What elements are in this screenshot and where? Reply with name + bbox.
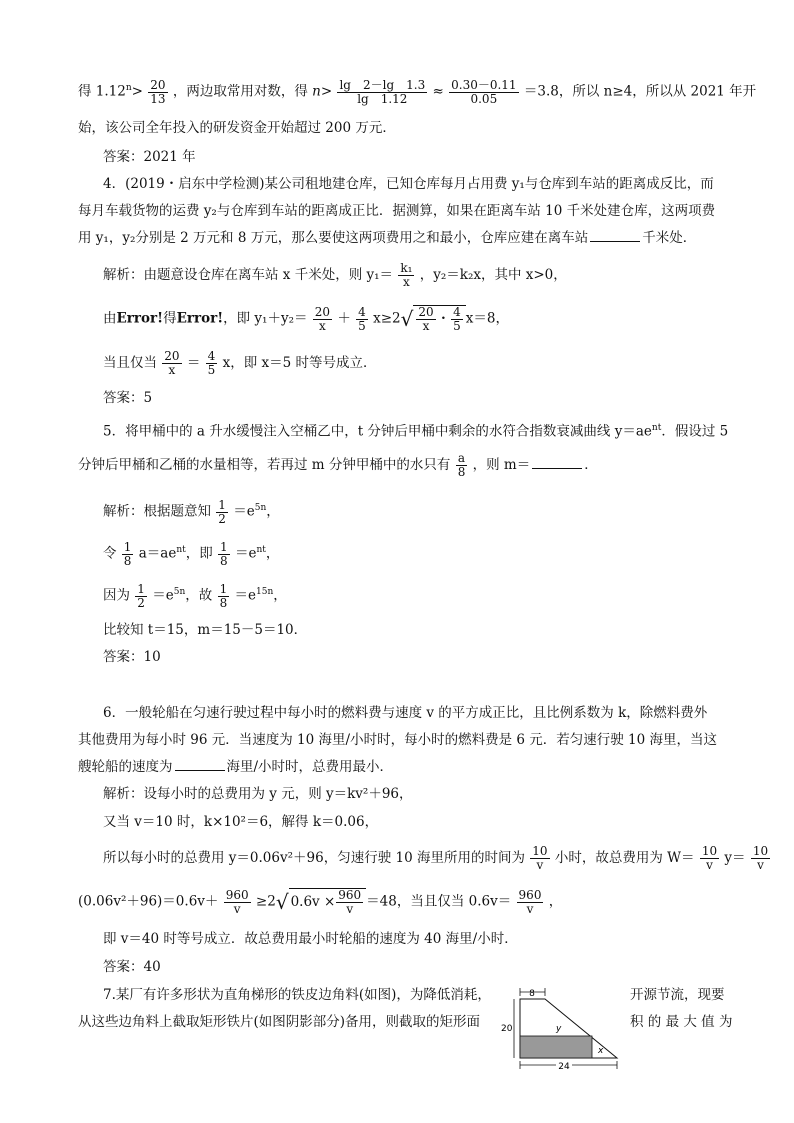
fraction: $\frac{4}{5}$	[453, 305, 461, 333]
q5-solution-4: 比较知 t＝15，m＝15－5＝10．	[103, 622, 308, 638]
answer-blank	[590, 229, 640, 242]
fraction: $\frac{0.30-0.11}{0.05}$	[451, 77, 517, 106]
answer: 答案：40	[103, 959, 161, 975]
fraction: $\frac{1}{8}$	[219, 581, 228, 610]
fraction: $\frac{960}{v}$	[225, 887, 249, 916]
answer: 答案：10	[103, 649, 161, 665]
fraction: $\frac{20}{x}$	[164, 349, 180, 377]
q6-solution-4: (0.06v²＋96)＝0.6v＋ $\frac{960}{v}$ ≥2√ 0.6v × $\frac{960}{v}$ ＝48，当且仅当 0.6v＝ $\frac{960}{v}$ ，	[78, 887, 563, 916]
q7-line-1b: 开源节流，现要	[630, 987, 725, 1003]
fraction: $\frac{10}{v}$	[532, 844, 548, 872]
sqrt-content: $\frac{20}{x}$ ・ $\frac{4}{5}$	[413, 305, 465, 333]
p0-line-2: 始，该公司全年投入的研发资金开始超过 200 万元．	[78, 120, 396, 136]
fraction: $\frac{1}{2}$	[137, 581, 145, 610]
answer: 答案：2021 年	[103, 149, 196, 165]
fraction: $\frac{1}{8}$	[220, 539, 228, 568]
trapezoid-figure	[498, 985, 628, 1075]
q6-solution-5: 即 v＝40 时等号成立．故总费用最小时轮船的速度为 40 海里/小时．	[103, 931, 518, 947]
q6-solution-1: 解析：设每小时的总费用为 y 元，则 y＝kv²＋96，	[103, 786, 413, 802]
q4-solution-2: 由Error!得Error!，即 y₁＋y₂＝ $\frac{20}{x}$ ＋ $\frac{4}{5}$ x≥2√ $\frac{20}{x}$ ・ $\frac{4}{5}$ x＝8，	[103, 304, 509, 333]
q5-line-1: 5．将甲桶中的 a 升水缓慢注入空桶乙中，t 分钟后甲桶中剩余的水符合指数衰减曲线 $y=ae^{nt}$．假设过 5	[103, 423, 729, 440]
fraction: $\frac{20}{13}$	[150, 77, 166, 106]
fig-top-label: 8	[529, 989, 535, 999]
fraction: $\frac{960}{v}$	[338, 888, 362, 916]
q5-solution-3: 因为 $\frac{1}{2}$ $=e^{5n}$，故 $\frac{1}{8}$ $=e^{15n}$，	[103, 581, 287, 610]
fraction: $\frac{a}{8}$	[457, 451, 466, 479]
q4-solution-1: 解析：由题意设仓库在离车站 x 千米处，则 y₁＝ $\frac{\text{k₁}}{x}$ ，y₂＝k₂x，其中 x>0，	[103, 261, 567, 289]
fraction: $\frac{10}{v}$	[752, 844, 769, 872]
fraction: $\frac{1}{2}$	[218, 497, 226, 526]
q4-line-2: 每月车载货物的运费 y₂与仓库到车站的距离成正比．据测算，如果在距离车站 10 千米处建仓库，这两项费	[78, 203, 716, 219]
sqrt-content: 0.6v × $\frac{960}{v}$	[289, 888, 367, 916]
q7-line-2a: 从这些边角料上截取矩形铁片(如图阴影部分)备用，则截取的矩形面	[78, 1014, 481, 1030]
fig-bottom-label: 24	[558, 1062, 570, 1072]
sqrt-icon: √	[400, 307, 414, 331]
sqrt-icon: √	[275, 890, 289, 914]
q6-line-2: 其他费用为每小时 96 元．当速度为 10 海里/小时时，每小时的燃料费是 6 元．若匀速行驶 10 海里，当这	[78, 732, 718, 748]
p0-line-1: 得 $1.12^n>$ $\frac{20}{13}$ ，两边取常用对数，得 n> $\frac{\lg 2-\lg 1.3}{\lg 1.12}$ ≈ $\frac{0.30-0.11}{0.05}$ ＝3.8，所以 n≥4，所以从 2021 年开	[78, 77, 757, 106]
q5-line-2: 分钟后甲桶和乙桶的水量相等，若再过 m 分钟甲桶中的水只有 $\frac{a}{8}$ ，则 m＝ ．	[78, 451, 598, 479]
answer-blank	[532, 456, 582, 469]
fraction: $\frac{4}{5}$	[358, 304, 366, 333]
q4-line-3: 用 y₁，y₂分别是 2 万元和 8 万元，那么要使这两项费用之和最小，仓库应建在离车站 千米处．	[78, 230, 697, 246]
q4-solution-3: 当且仅当 $\frac{20}{x}$ ＝ $\frac{4}{5}$ x，即 x＝5 时等号成立．	[103, 349, 377, 377]
q6-line-3: 艘轮船的速度为 海里/小时时，总费用最小．	[78, 759, 394, 775]
shaded-rectangle	[520, 1036, 592, 1058]
q5-solution-2: 令 $\frac{1}{8}$ $a=ae^{nt}$，即 $\frac{1}{8}$ $=e^{nt}$，	[103, 539, 280, 568]
q6-line-1: 6．一般轮船在匀速行驶过程中每小时的燃料费与速度 v 的平方成正比，且比例系数为 k，除燃料费外	[103, 705, 708, 721]
answer: 答案：5	[103, 390, 153, 406]
fraction: $\frac{960}{v}$	[518, 887, 542, 916]
q7-line-2b: 积 的 最 大 值 为	[630, 1014, 733, 1030]
q7-line-1a: 7.某厂有许多形状为直角梯形的铁皮边角料(如图)，为降低消耗，	[103, 987, 491, 1003]
fig-x-label: x	[598, 1046, 604, 1056]
fraction: $\frac{20}{x}$	[314, 304, 331, 333]
q6-solution-3: 所以每小时的总费用 y＝0.06v²＋96，匀速行驶 10 海里所用的时间为 $\frac{10}{v}$ 小时，故总费用为 W＝ $\frac{10}{v}$ y＝ $\frac{10}{v}$	[103, 844, 769, 872]
q4-line-1: 4．(2019・启东中学检测)某公司租地建仓库，已知仓库每月占用费 y₁与仓库到车站的距离成反比，而	[103, 176, 714, 192]
fig-y-label: y	[556, 1024, 562, 1034]
fraction: $\frac{\text{k₁}}{x}$	[400, 261, 413, 289]
q5-solution-1: 解析：根据题意知 $\frac{1}{2}$ $=e^{5n}$，	[103, 497, 280, 526]
fraction: $\frac{4}{5}$	[207, 349, 216, 377]
fraction: $\frac{1}{8}$	[123, 539, 132, 568]
fraction: $\frac{20}{x}$	[418, 305, 434, 333]
q6-solution-2: 又当 v＝10 时，k×10²＝6，解得 k＝0.06，	[103, 814, 379, 830]
fraction: $\frac{10}{v}$	[701, 844, 718, 872]
fig-left-label: 20	[501, 1024, 513, 1034]
answer-blank	[175, 758, 225, 771]
fraction: $\frac{\lg 2-\lg 1.3}{\lg 1.12}$	[339, 77, 426, 106]
